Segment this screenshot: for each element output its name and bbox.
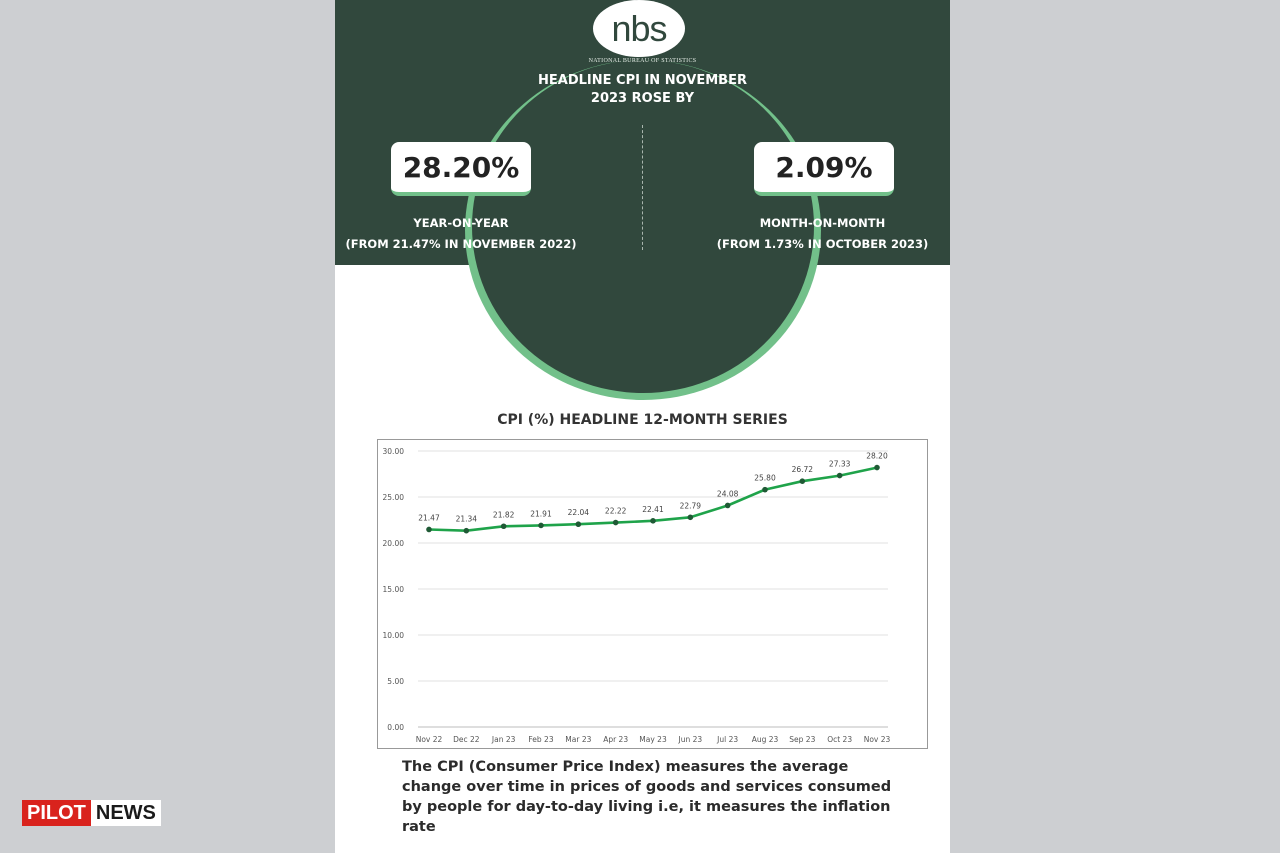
y-tick-label: 5.00 (387, 677, 404, 686)
data-point (426, 527, 432, 533)
y-tick-label: 15.00 (382, 585, 404, 594)
dashed-divider (642, 125, 643, 250)
y-tick-label: 30.00 (382, 447, 404, 456)
data-label: 21.47 (418, 513, 440, 523)
x-tick-label: Aug 23 (751, 735, 779, 744)
headline-line-1: HEADLINE CPI IN NOVEMBER (538, 73, 747, 88)
cpi-description: The CPI (Consumer Price Index) measures the average change over time in prices of goods and services consumed by people for day-to-day living i.e, it measures the inflation rate (402, 759, 892, 835)
data-label: 26.72 (791, 465, 814, 475)
y-tick-label: 25.00 (382, 493, 404, 502)
x-tick-label: Jun 23 (678, 735, 703, 744)
data-label: 21.34 (455, 514, 478, 524)
x-tick-label: Nov 22 (415, 735, 443, 744)
month-on-month-value-box (754, 142, 894, 196)
data-label: 22.79 (679, 501, 702, 511)
month-on-month-caption (695, 213, 950, 255)
data-point (650, 518, 656, 524)
data-point (800, 478, 806, 484)
year-on-year-label: YEAR-ON-YEAR (413, 216, 509, 230)
data-label: 25.80 (754, 473, 776, 483)
brand-part-1: PILOT (22, 800, 91, 826)
y-tick-label: 20.00 (382, 539, 404, 548)
headline-line-2: 2023 ROSE BY (590, 91, 695, 106)
nbs-logo (593, 0, 685, 57)
chart-frame (377, 439, 928, 749)
data-label: 28.20 (866, 451, 888, 461)
x-tick-label: Jan 23 (491, 735, 516, 744)
data-label: 24.08 (716, 489, 739, 499)
month-on-month-label: MONTH-ON-MONTH (759, 216, 886, 230)
year-on-year-value: 28.20% (402, 150, 520, 184)
chart-title: CPI (%) HEADLINE 12-MONTH SERIES (497, 412, 788, 428)
x-tick-label: Apr 23 (603, 735, 629, 744)
pilot-news-logo (22, 800, 161, 826)
y-tick-label: 10.00 (382, 631, 404, 640)
data-point (538, 523, 544, 529)
month-on-month-value: 2.09% (775, 150, 873, 184)
data-label: 21.91 (530, 509, 552, 519)
data-point (762, 487, 768, 493)
infographic-card (335, 0, 950, 853)
data-point (501, 523, 507, 529)
x-tick-label: Dec 22 (453, 735, 480, 744)
data-label: 22.41 (642, 504, 664, 514)
data-point (837, 473, 843, 479)
logo-text: nbs (611, 7, 667, 49)
brand-part-2: NEWS (91, 800, 161, 826)
data-point (725, 503, 731, 509)
year-on-year-value-box (391, 142, 531, 196)
headline (335, 72, 950, 108)
logo-subtitle: NATIONAL BUREAU OF STATISTICS (588, 58, 697, 64)
data-point (874, 465, 880, 471)
month-on-month-note: (FROM 1.73% IN OCTOBER 2023) (716, 237, 929, 251)
data-point (576, 521, 582, 527)
x-tick-label: Oct 23 (827, 735, 853, 744)
y-tick-label: 0.00 (387, 723, 404, 732)
data-label: 22.04 (567, 508, 590, 518)
data-point (688, 515, 694, 521)
data-point (464, 528, 470, 534)
data-label: 27.33 (828, 459, 851, 469)
year-on-year-note: (FROM 21.47% IN NOVEMBER 2022) (345, 237, 577, 251)
data-point (613, 520, 619, 526)
x-tick-label: Sep 23 (789, 735, 816, 744)
cpi-line-chart (378, 440, 927, 748)
year-on-year-caption (335, 213, 587, 255)
data-label: 22.22 (604, 506, 627, 516)
x-tick-label: Nov 23 (863, 735, 891, 744)
x-tick-label: Feb 23 (528, 735, 554, 744)
data-label: 21.82 (492, 510, 515, 520)
x-tick-label: Mar 23 (565, 735, 592, 744)
x-tick-label: Jul 23 (717, 735, 739, 744)
x-tick-label: May 23 (639, 735, 667, 744)
